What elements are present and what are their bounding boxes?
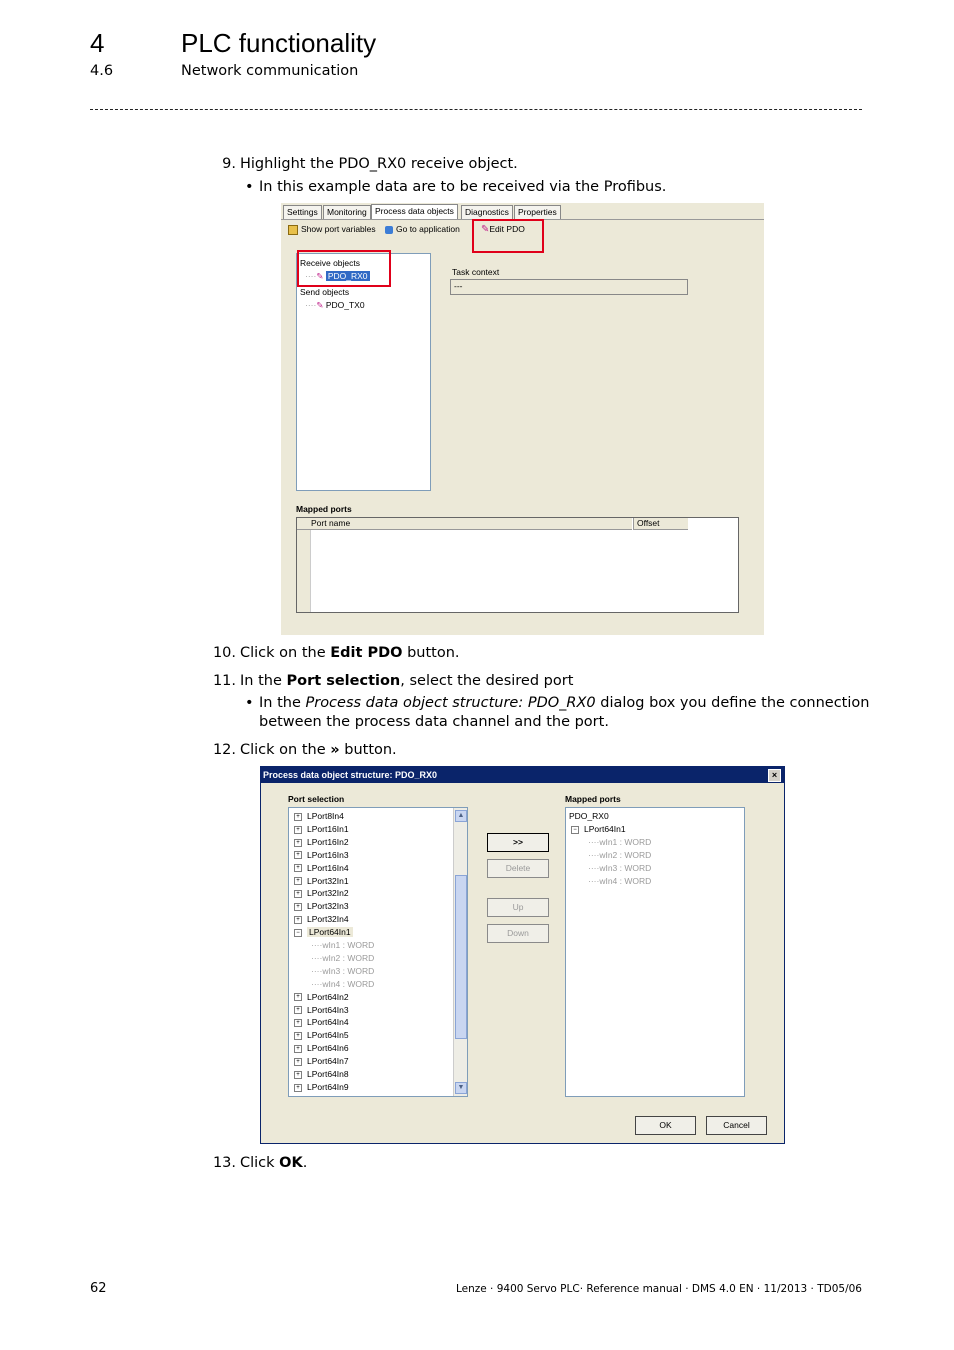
chapter-title: PLC functionality xyxy=(181,28,377,58)
tree-item-variable[interactable] xyxy=(311,952,374,965)
tree-item-port[interactable] xyxy=(294,900,349,913)
tree-connector: ···· xyxy=(311,978,323,989)
tree-item-pdo-tx0[interactable] xyxy=(305,300,365,311)
chapter-number: 4 xyxy=(90,28,105,58)
expand-icon[interactable]: + xyxy=(294,1071,302,1079)
dialog-process-data-object-structure xyxy=(260,766,785,1144)
screenshot-process-data-objects xyxy=(281,203,764,635)
tree-item-label: LPort64In3 xyxy=(307,1004,349,1015)
highlight-edit-pdo xyxy=(472,219,544,253)
scroll-down-icon[interactable]: ▼ xyxy=(455,1082,467,1094)
tree-item-variable[interactable] xyxy=(311,965,374,978)
tree-item-label: LPort8In4 xyxy=(307,811,344,821)
pdo-tree-panel xyxy=(296,253,431,491)
row-header-column xyxy=(297,530,311,612)
expand-icon[interactable]: + xyxy=(294,1006,302,1014)
highlight-pdo-rx0 xyxy=(297,250,391,287)
tree-item-port[interactable] xyxy=(294,1029,349,1042)
page-number: 62 xyxy=(90,1281,107,1296)
expand-icon[interactable]: + xyxy=(294,1084,302,1092)
expand-icon[interactable]: + xyxy=(294,993,302,1001)
step-text: Highlight the PDO_RX0 receive object. xyxy=(240,156,518,172)
step-text: Click OK. xyxy=(240,1155,308,1171)
mapped-ports-label: Mapped ports xyxy=(565,794,621,804)
ok-button[interactable]: OK xyxy=(635,1116,696,1135)
tree-item-label: LPort32In3 xyxy=(307,901,349,912)
close-icon[interactable]: × xyxy=(768,769,781,782)
pdo-rx0-label: PDO_RX0 xyxy=(327,271,368,281)
task-context-value: --- xyxy=(454,281,463,291)
column-header-offset[interactable]: Offset xyxy=(633,518,688,530)
bullet-dot: • xyxy=(245,695,254,711)
down-button[interactable]: Down xyxy=(487,924,549,943)
scroll-thumb[interactable] xyxy=(455,875,467,1039)
tree-item-port[interactable] xyxy=(294,913,349,926)
footer-doc-info: Lenze · 9400 Servo PLC· Reference manual · DMS 4.0 EN · 11/2013 · TD05/06 xyxy=(455,1283,862,1295)
show-port-label: Show port variables xyxy=(301,224,376,234)
expand-icon[interactable]: + xyxy=(294,890,302,898)
section-title: Network communication xyxy=(181,63,359,79)
collapse-icon[interactable]: − xyxy=(294,929,302,937)
tree-item-label: LPort64In4 xyxy=(307,1017,349,1028)
step-number: 13. xyxy=(212,1155,236,1171)
tree-connector: ···· xyxy=(305,300,317,310)
port-selection-tree[interactable] xyxy=(288,807,468,1097)
step-number: 10. xyxy=(212,645,236,661)
tree-item-label: wIn4 : WORD xyxy=(322,978,375,989)
tree-item-port-expanded[interactable] xyxy=(294,926,353,939)
goto-app-label: Go to application xyxy=(396,224,460,234)
tree-item-label: LPort32In2 xyxy=(307,888,349,899)
tree-item-label: LPort64In7 xyxy=(307,1056,349,1067)
tree-item-port[interactable] xyxy=(294,1004,349,1017)
application-icon xyxy=(385,226,393,234)
port-selection-label: Port selection xyxy=(288,794,345,804)
tree-item-label: LPort16In3 xyxy=(307,849,349,860)
section-number: 4.6 xyxy=(90,63,114,79)
pdo-tx0-label: PDO_TX0 xyxy=(325,300,365,310)
bullet-text-line2: between the process data channel and the port. xyxy=(259,714,609,730)
port-variables-icon xyxy=(288,225,298,235)
expand-icon[interactable]: + xyxy=(294,839,302,847)
tree-item-port[interactable] xyxy=(294,862,349,875)
step-text: Click on the » button. xyxy=(240,742,397,758)
delete-button[interactable]: Delete xyxy=(487,859,549,878)
tab-process-data-objects[interactable]: Process data objects xyxy=(371,204,458,220)
tree-connector: ···· xyxy=(311,952,323,963)
bullet-dot: • xyxy=(245,179,254,195)
scroll-up-icon[interactable]: ▲ xyxy=(455,810,467,822)
tree-item-label: LPort16In1 xyxy=(307,823,349,834)
tab-diagnostics[interactable]: Diagnostics xyxy=(461,205,513,219)
expand-icon[interactable]: + xyxy=(294,813,302,821)
receive-objects-label: Receive objects xyxy=(300,258,361,268)
collapse-icon[interactable]: − xyxy=(571,826,579,834)
mapped-ports-table xyxy=(296,517,739,613)
step-text: In the Port selection, select the desired port xyxy=(240,673,574,689)
mapped-ports-label: Mapped ports xyxy=(296,504,352,514)
edit-pencil-icon: ✎ xyxy=(481,224,490,235)
tree-item-label: LPort32In1 xyxy=(307,875,349,886)
tree-item-label: wIn2 : WORD xyxy=(322,952,375,963)
show-port-variables-button[interactable] xyxy=(288,224,376,235)
expand-icon[interactable]: + xyxy=(294,826,302,834)
dialog-title: Process data object structure: PDO_RX0 xyxy=(263,770,438,780)
expand-icon[interactable]: + xyxy=(294,1045,302,1053)
pdo-icon: ✎ xyxy=(316,300,324,310)
step-text: Click on the Edit PDO button. xyxy=(240,645,460,661)
step-number: 12. xyxy=(212,742,236,758)
tab-properties[interactable]: Properties xyxy=(514,205,561,219)
dialog-title-bar xyxy=(261,767,784,783)
go-to-application-button[interactable] xyxy=(385,224,460,234)
cancel-button[interactable]: Cancel xyxy=(706,1116,767,1135)
task-context-label: Task context xyxy=(452,267,500,277)
expand-icon[interactable]: + xyxy=(294,1058,302,1066)
tree-item-port[interactable] xyxy=(294,887,349,900)
tree-connector: ···· xyxy=(305,271,317,281)
step-number: 11. xyxy=(212,673,236,689)
tree-item-port[interactable] xyxy=(294,991,349,1004)
mapped-variable[interactable]: ····wIn1 : WORD xyxy=(588,837,652,847)
mapped-variable[interactable]: ····wIn4 : WORD xyxy=(588,876,652,886)
expand-icon[interactable]: + xyxy=(294,903,302,911)
tree-item-label: LPort32In4 xyxy=(307,914,349,925)
tree-connector: ···· xyxy=(311,965,323,976)
tree-item-port[interactable] xyxy=(294,1081,349,1094)
tree-item-label: LPort16In4 xyxy=(307,862,349,873)
tree-item-port[interactable] xyxy=(294,823,349,836)
mapped-ports-tree[interactable] xyxy=(565,807,745,1097)
mapped-port[interactable]: − LPort64In1 xyxy=(571,823,626,836)
bullet-text: In the Process data object structure: PDO_RX0 dialog box you define the connection xyxy=(259,695,870,711)
tree-item-label: LPort64In5 xyxy=(307,1030,349,1041)
tab-settings[interactable]: Settings xyxy=(283,205,322,219)
expand-icon[interactable]: + xyxy=(294,1019,302,1027)
tree-item-label: LPort64In1 xyxy=(309,927,351,938)
tab-monitoring[interactable]: Monitoring xyxy=(323,205,371,219)
tree-item-port[interactable] xyxy=(294,836,349,849)
tree-item-label: wIn1 : WORD xyxy=(322,940,375,950)
mapped-root[interactable]: PDO_RX0 xyxy=(569,811,609,821)
port-tree-scrollbar[interactable] xyxy=(453,808,467,1096)
tree-item-label: LPort64In8 xyxy=(307,1069,349,1079)
task-context-field[interactable] xyxy=(450,279,688,295)
tree-item-port[interactable] xyxy=(294,1055,349,1068)
tree-item-port[interactable] xyxy=(294,1016,349,1029)
tree-item-variable[interactable] xyxy=(311,939,374,952)
step-number: 9. xyxy=(222,156,236,172)
tree-item-label: LPort16In2 xyxy=(307,836,349,847)
bullet-text: In this example data are to be received via the Profibus. xyxy=(259,179,667,195)
tree-item-label: wIn3 : WORD xyxy=(322,965,375,976)
up-button[interactable]: Up xyxy=(487,898,549,917)
expand-icon[interactable]: + xyxy=(294,1032,302,1040)
expand-icon[interactable]: + xyxy=(294,877,302,885)
tree-item-port[interactable] xyxy=(294,810,344,823)
pdo-icon: ✎ xyxy=(316,271,324,281)
send-objects-label: Send objects xyxy=(300,287,350,297)
tree-item-port[interactable] xyxy=(294,849,349,862)
expand-icon[interactable]: + xyxy=(294,916,302,924)
tree-item-port[interactable] xyxy=(294,875,349,888)
expand-icon[interactable]: + xyxy=(294,851,302,859)
column-header-port-name[interactable]: Port name xyxy=(297,518,632,530)
mapped-variable[interactable]: ····wIn3 : WORD xyxy=(588,863,652,873)
tree-item-port[interactable] xyxy=(294,1068,349,1081)
add-mapping-button[interactable]: >> xyxy=(487,833,549,852)
expand-icon[interactable]: + xyxy=(294,864,302,872)
edit-pdo-label: Edit PDO xyxy=(489,224,525,234)
tree-item-variable[interactable] xyxy=(311,978,374,991)
tree-connector: ···· xyxy=(311,940,323,950)
tree-item-port[interactable] xyxy=(294,1042,349,1055)
tree-item-label: LPort64In2 xyxy=(307,991,349,1002)
tree-item-label: LPort64In6 xyxy=(307,1043,349,1054)
tree-item-label: LPort64In9 xyxy=(307,1081,349,1092)
header-rule xyxy=(90,109,862,110)
mapped-variable[interactable]: ····wIn2 : WORD xyxy=(588,850,652,860)
